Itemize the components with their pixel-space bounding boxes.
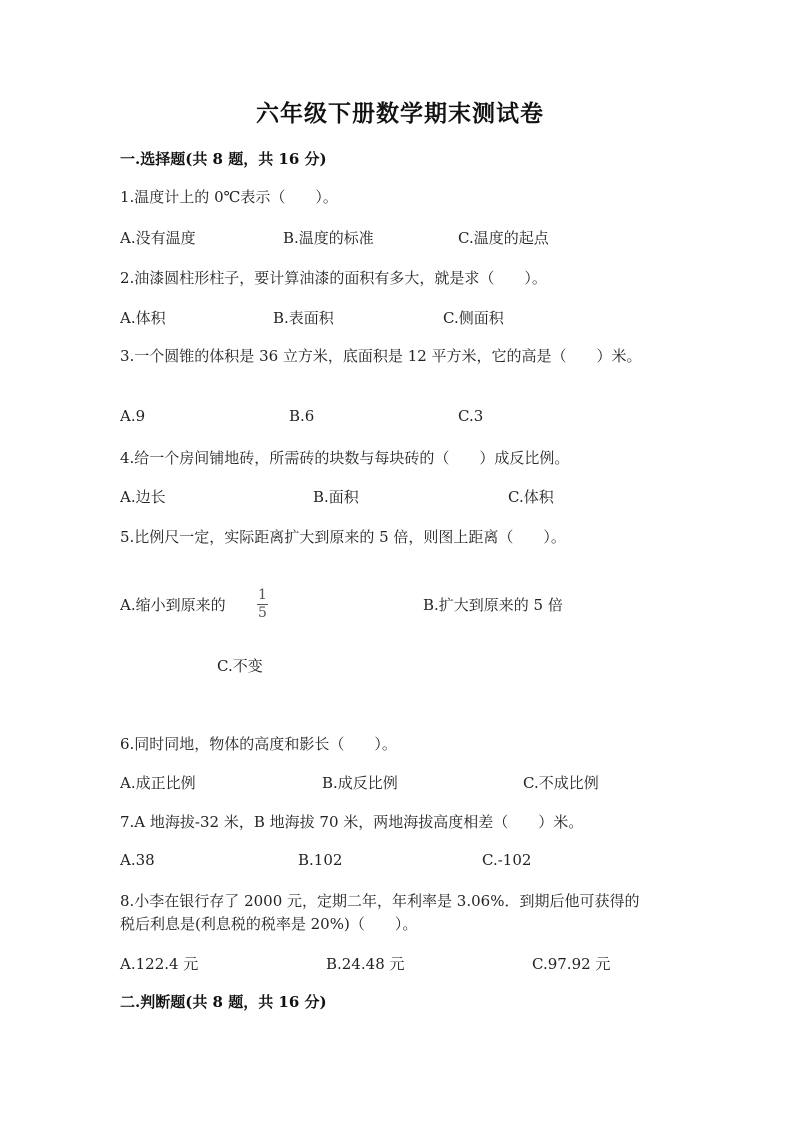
q1-option-c: C.温度的起点	[458, 229, 549, 247]
q2-option-c: C.侧面积	[443, 309, 504, 327]
q7-option-a: A.38	[120, 851, 155, 869]
q2-option-a: A.体积	[120, 309, 166, 327]
q5-option-b: B.扩大到原来的 5 倍	[423, 596, 563, 614]
q3-option-a: A.9	[120, 407, 146, 425]
question-8-line-1: 8.小李在银行存了 2000 元，定期二年，年利率是 3.06%．到期后他可获得的	[120, 892, 640, 910]
question-5: 5.比例尺一定，实际距离扩大到原来的 5 倍，则图上距离（ ）。	[120, 528, 566, 546]
q5-fraction	[257, 588, 268, 621]
question-4: 4.给一个房间铺地砖，所需砖的块数与每块砖的（ ）成反比例。	[120, 449, 570, 467]
fraction-denominator: 5	[258, 605, 267, 621]
q4-option-a: A.边长	[120, 488, 166, 506]
page-title: 六年级下册数学期末测试卷	[256, 100, 544, 127]
question-7: 7.A 地海拔-32 米，B 地海拔 70 米，两地海拔高度相差（ ）米。	[120, 813, 584, 831]
q8-option-b: B.24.48 元	[326, 955, 405, 973]
q5-option-a: A.缩小到原来的	[120, 596, 226, 614]
question-3: 3.一个圆锥的体积是 36 立方米，底面积是 12 平方米，它的高是（ ）米。	[120, 347, 642, 365]
q7-option-b: B.102	[298, 851, 343, 869]
q6-option-b: B.成反比例	[322, 774, 398, 792]
q1-option-b: B.温度的标准	[283, 229, 374, 247]
q3-option-c: C.3	[458, 407, 484, 425]
q8-option-a: A.122.4 元	[120, 955, 199, 973]
q6-option-c: C.不成比例	[523, 774, 599, 792]
section-heading-choice: 一.选择题(共 8 题，共 16 分)	[120, 150, 327, 168]
q1-option-a: A.没有温度	[120, 229, 196, 247]
q2-option-b: B.表面积	[273, 309, 334, 327]
question-6: 6.同时同地，物体的高度和影长（ ）。	[120, 735, 397, 753]
question-2: 2.油漆圆柱形柱子，要计算油漆的面积有多大，就是求（ ）。	[120, 269, 547, 287]
question-8-line-2: 税后利息是(利息税的税率是 20%)（ ）。	[120, 915, 418, 933]
fraction-numerator: 1	[258, 587, 267, 603]
q5-option-c: C.不变	[217, 657, 263, 675]
q6-option-a: A.成正比例	[120, 774, 196, 792]
q7-option-c: C.-102	[482, 851, 532, 869]
section-heading-judgment: 二.判断题(共 8 题，共 16 分)	[120, 993, 327, 1011]
question-1: 1.温度计上的 0℃表示（ ）。	[120, 188, 338, 206]
q3-option-b: B.6	[289, 407, 315, 425]
q8-option-c: C.97.92 元	[532, 955, 611, 973]
q4-option-c: C.体积	[508, 488, 554, 506]
q4-option-b: B.面积	[313, 488, 359, 506]
